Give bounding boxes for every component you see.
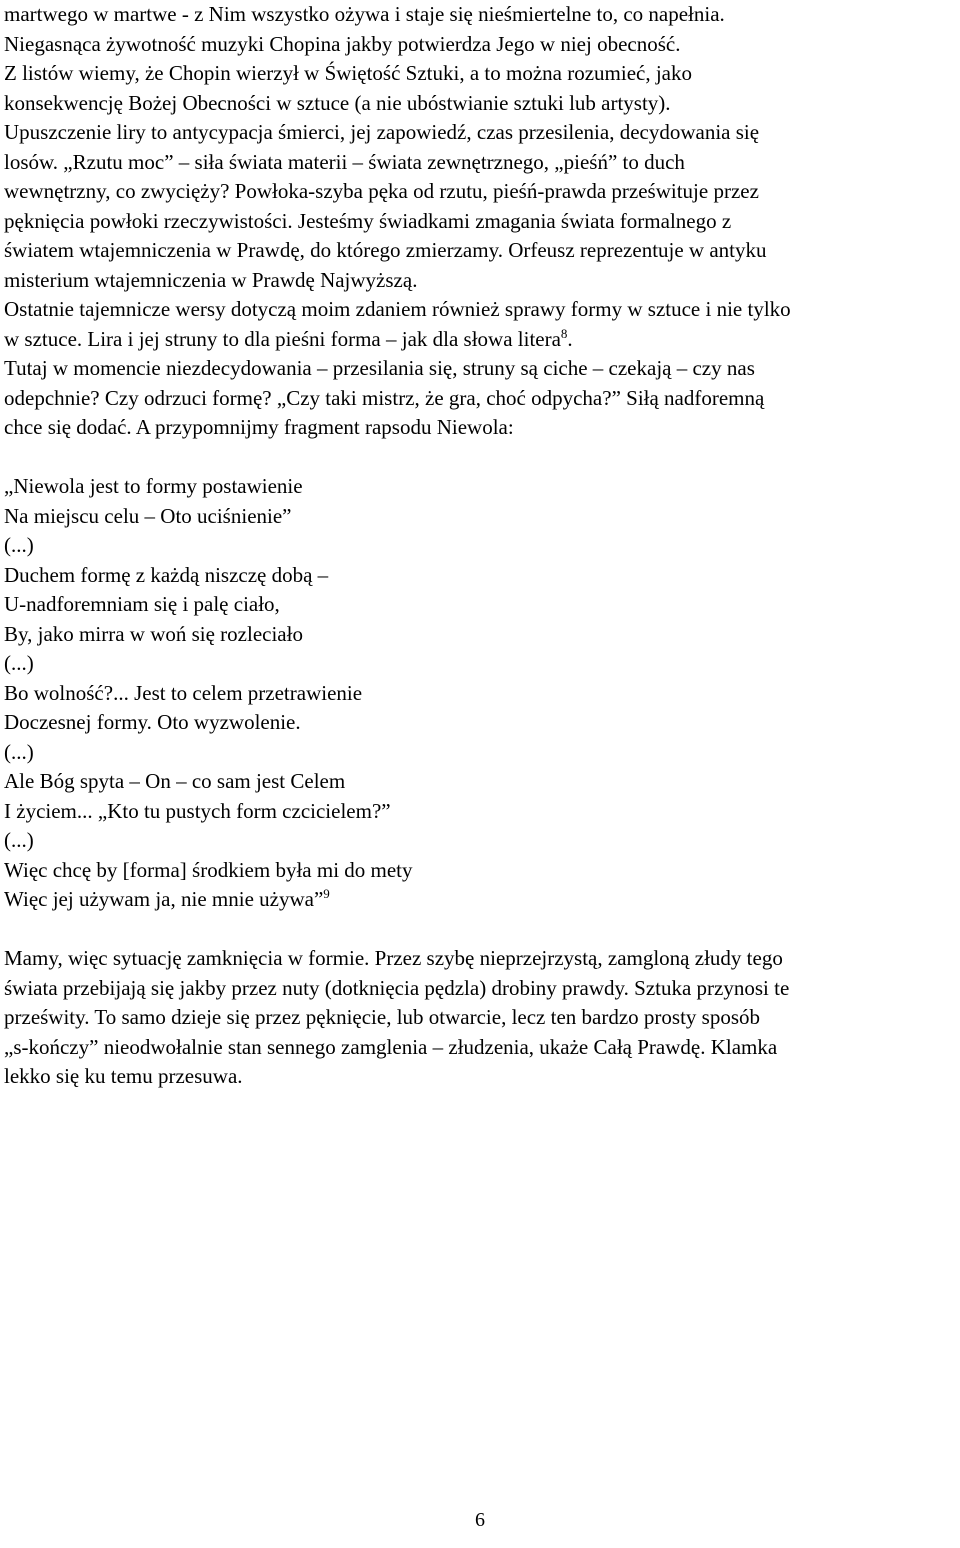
poem-line: By, jako mirra w woń się rozleciało [4,621,303,646]
poem-line: I życiem... „Kto tu pustych form czcicielem?” [4,798,391,823]
text-line: Ostatnie tajemnicze wersy dotyczą moim zdaniem również sprawy formy w sztuce i nie tylko [4,297,791,321]
footnote-marker: 8 [560,325,568,341]
text-line: „s-kończy” nieodwołalnie stan sennego zamglenia – złudzenia, ukaże Całą Prawdę. Klamka [4,1034,778,1059]
text-line: prześwity. To samo dzieje się przez pęknięcie, lub otwarcie, lecz ten bardzo prosty sposób [4,1005,761,1029]
closing-paragraph [4,944,960,1092]
text-line: Tutaj w momencie niezdecydowania – przesilania się, struny są ciche – czekają – czy nas [4,356,755,380]
poem-line: (...) [4,739,34,764]
text-line-with-footnote [4,325,960,355]
text-line: Niegasnąca żywotność muzyki Chopina jakby potwierdza Jego w niej obecność. [4,31,681,56]
text-line: Mamy, więc sytuację zamknięcia w formie. Przez szybę nieprzejrzystą, zamgloną złudy tego [4,946,783,970]
poem-line: Więc chcę by [forma] środkiem była mi do mety [4,857,413,882]
text-line: lekko się ku temu przesuwa. [4,1064,243,1088]
text-line: konsekwencję Bożej Obecności w sztuce (a nie ubóstwianie sztuki lub artysty). [4,90,671,115]
poem-line-with-footnote [4,885,960,915]
poem-quote [4,472,960,915]
poem-line: (...) [4,533,34,557]
poem-line: (...) [4,828,34,852]
text-line: odepchnie? Czy odrzuci formę? „Czy taki mistrz, że gra, choć odpycha?” Siłą nadforemną [4,385,765,410]
text-line: losów. „Rzutu moc” – siła świata materii – świata zewnętrznego, „pieśń” to duch [4,149,685,174]
text-line: Upuszczenie liry to antycypacja śmierci, jej zapowiedź, czas przesilenia, decydowania się [4,120,760,144]
text-fragment: . [567,326,573,351]
text-line: pęknięcia powłoki rzeczywistości. Jesteśmy świadkami zmagania świata formalnego z [4,208,732,233]
poem-line: „Niewola jest to formy postawienie [4,474,303,498]
poem-line: (...) [4,651,34,675]
text-line: misterium wtajemniczenia w Prawdę Najwyższą. [4,267,418,292]
text-line: Z listów wiemy, że Chopin wierzył w Świętość Sztuki, a to można rozumieć, jako [4,61,692,85]
paragraph-gap [4,915,960,945]
text-line: martwego w martwe - z Nim wszystko ożywa i staje się nieśmiertelne to, co napełnia. [4,2,725,26]
text-line: światem wtajemniczenia w Prawdę, do którego zmierzamy. Orfeusz reprezentuje w antyku [4,238,767,262]
text-fragment: Więc jej używam ja, nie mnie używa” [4,887,324,911]
document-page [4,0,960,1092]
body-paragraphs [4,0,960,443]
poem-line: Bo wolność?... Jest to celem przetrawienie [4,680,363,705]
text-line: wewnętrzny, co zwycięży? Powłoka-szyba pęka od rzutu, pieśń-prawda prześwituje przez [4,179,759,203]
poem-line: U-nadforemniam się i palę ciało, [4,592,280,616]
paragraph-gap [4,443,960,473]
poem-line: Duchem formę z każdą niszczę dobą – [4,562,329,587]
footnote-marker: 9 [323,886,330,901]
poem-line: Na miejscu celu – Oto uciśnienie” [4,503,292,528]
page-number: 6 [475,1509,485,1531]
text-fragment: w sztuce. Lira i jej struny to dla pieśni forma – jak dla słowa litera [4,326,561,351]
text-line: świata przebijają się jakby przez nuty (dotknięcia pędzla) drobiny prawdy. Sztuka przynosi te [4,975,790,1000]
poem-line: Doczesnej formy. Oto wyzwolenie. [4,710,301,734]
text-line: chce się dodać. A przypomnijmy fragment rapsodu Niewola: [4,415,514,439]
poem-line: Ale Bóg spyta – On – co sam jest Celem [4,769,346,793]
